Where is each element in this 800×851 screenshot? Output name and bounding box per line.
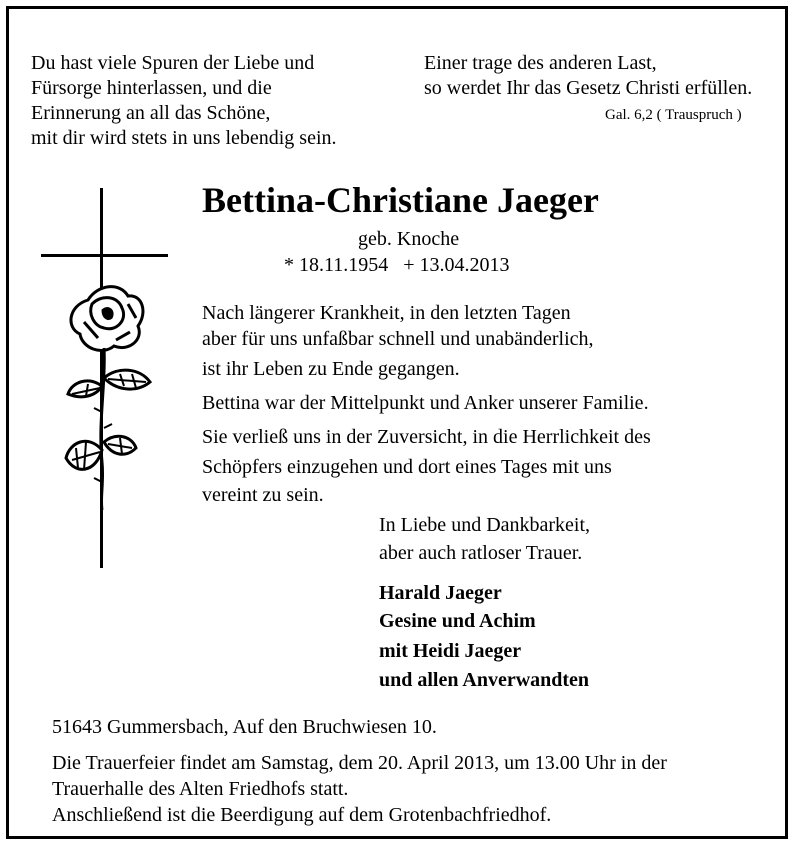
cross-icon-bar <box>41 254 168 257</box>
message-line: Sie verließ uns in der Zuversicht, in die Herrlichkeit des <box>202 426 651 448</box>
closing-line: aber auch ratloser Trauer. <box>379 542 583 564</box>
message-line: ist ihr Leben zu Ende gegangen. <box>202 358 460 380</box>
closing-line: In Liebe und Dankbarkeit, <box>379 514 591 536</box>
life-dates: * 18.11.1954 + 13.04.2013 <box>284 254 510 276</box>
funeral-line: Anschließend ist die Beerdigung auf dem Grotenbachfriedhof. <box>52 804 552 826</box>
mourner-name: Gesine und Achim <box>379 610 536 632</box>
message-line: Bettina war der Mittelpunkt und Anker unserer Familie. <box>202 392 649 414</box>
verse-left-line: Erinnerung an all das Schöne, <box>31 102 271 124</box>
mourner-name: Harald Jaeger <box>379 582 502 604</box>
address: 51643 Gummersbach, Auf den Bruchwiesen 10. <box>52 716 437 738</box>
message-line: aber für uns unfaßbar schnell und unabänderlich, <box>202 328 594 350</box>
verse-left-line: Du hast viele Spuren der Liebe und <box>31 52 315 74</box>
mourner-name: und allen Anverwandten <box>379 669 590 691</box>
funeral-line: Trauerhalle des Alten Friedhofs statt. <box>52 778 349 800</box>
verse-left-line: mit dir wird stets in uns lebendig sein. <box>31 127 337 149</box>
message-line: Schöpfers einzugehen und dort eines Tages mit uns <box>202 456 612 478</box>
birth-name: geb. Knoche <box>358 228 460 250</box>
message-line: vereint zu sein. <box>202 484 324 506</box>
verse-source: Gal. 6,2 ( Trauspruch ) <box>605 107 742 123</box>
rose-icon <box>58 282 178 512</box>
mourner-name: mit Heidi Jaeger <box>379 640 522 662</box>
verse-right-line: Einer trage des anderen Last, <box>424 52 657 74</box>
verse-right-line: so werdet Ihr das Gesetz Christi erfüllen. <box>424 77 753 99</box>
verse-left-line: Fürsorge hinterlassen, und die <box>31 77 272 99</box>
funeral-line: Die Trauerfeier findet am Samstag, dem 20. April 2013, um 13.00 Uhr in der <box>52 752 667 774</box>
deceased-name: Bettina-Christiane Jaeger <box>202 180 599 220</box>
message-line: Nach längerer Krankheit, in den letzten Tagen <box>202 302 571 324</box>
